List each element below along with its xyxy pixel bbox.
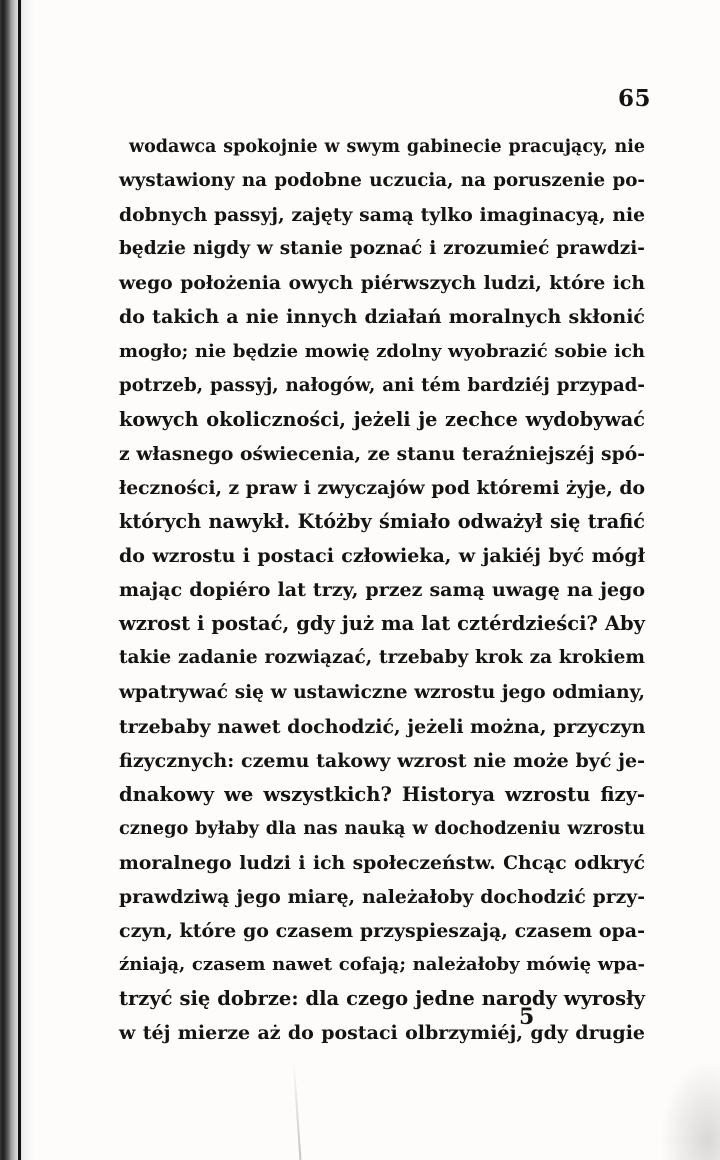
text-line: fizycznych: czemu takowy wzrost nie może być je- [119,749,645,772]
paper-stain [660,1060,720,1160]
text-line: wpatrywać się w ustawiczne wzrostu jego odmiany, [119,681,645,703]
signature-mark: 5 [519,1004,535,1030]
book-gutter-line [18,0,21,1160]
text-line: dobnych passyj, zajęty samą tylko imaginacyą, nie [119,204,645,227]
text-line: wego położenia owych piérwszych ludzi, które ich [119,272,645,295]
text-line: do wzrostu i postaci człowieka, w jakiéj być mógł [119,545,645,568]
text-line: trzyć się dobrze: dla czego jedne narody wyrosły [119,987,645,1011]
text-line: źniają, czasem nawet cofają; należałoby mówię wpa- [119,954,645,976]
text-line: wodawca spokojnie w swym gabinecie pracujący, nie [129,137,645,157]
text-line: do takich a nie innych działań moralnych skłonić [119,306,645,329]
text-line: trzebaby nawet dochodzić, jeżeli można, przyczyn [119,715,646,738]
body-text [119,130,645,1051]
text-line: których nawykł. Któżby śmiało odważył się trafić [119,510,645,534]
book-spine-shadow [0,0,34,1160]
text-line: potrzeb, passyj, nałogów, ani tém bardziéj przypad- [119,374,645,396]
text-line: łeczności, z praw i zwyczajów pod któremi żyje, do [119,476,645,499]
text-line: kowych okoliczności, jeżeli je zechce wydobywać [119,407,645,431]
text-line: dnakowy we wszystkich? Historya wzrostu fizy- [119,782,645,806]
text-line: czyn, które go czasem przyspieszają, czasem opa- [119,920,645,943]
paper-crease [293,1060,302,1160]
text-line: takie zadanie rozwiązać, trzebaby krok za krokiem [119,647,645,669]
page-number: 65 [618,85,652,112]
text-line: cznego byłaby dla nas nauką w dochodzeniu wzrostu [119,817,645,839]
text-line: mogło; nie będzie mowię zdolny wyobrazić sobie ich [119,340,645,362]
text-line: mając dopiéro lat trzy, przez samą uwagę na jego [119,579,645,602]
text-line: z własnego oświecenia, ze stanu teraźniejszéj spó- [119,442,645,465]
text-line: w téj mierze aż do postaci olbrzymiéj, gdy drugie [119,1022,645,1045]
text-line: wystawiony na podobne uczucia, na poruszenie po- [119,170,645,192]
text-line: prawdziwą jego miarę, należałoby dochodzić przy- [119,886,645,909]
text-line: będzie nigdy w stanie poznać i zrozumieć prawdzi- [119,238,645,260]
text-line: moralnego ludzi i ich społeczeństw. Chcąc odkryć [119,851,645,874]
text-line: wzrost i postać, gdy już ma lat cztérdzieści? Aby [119,612,645,636]
